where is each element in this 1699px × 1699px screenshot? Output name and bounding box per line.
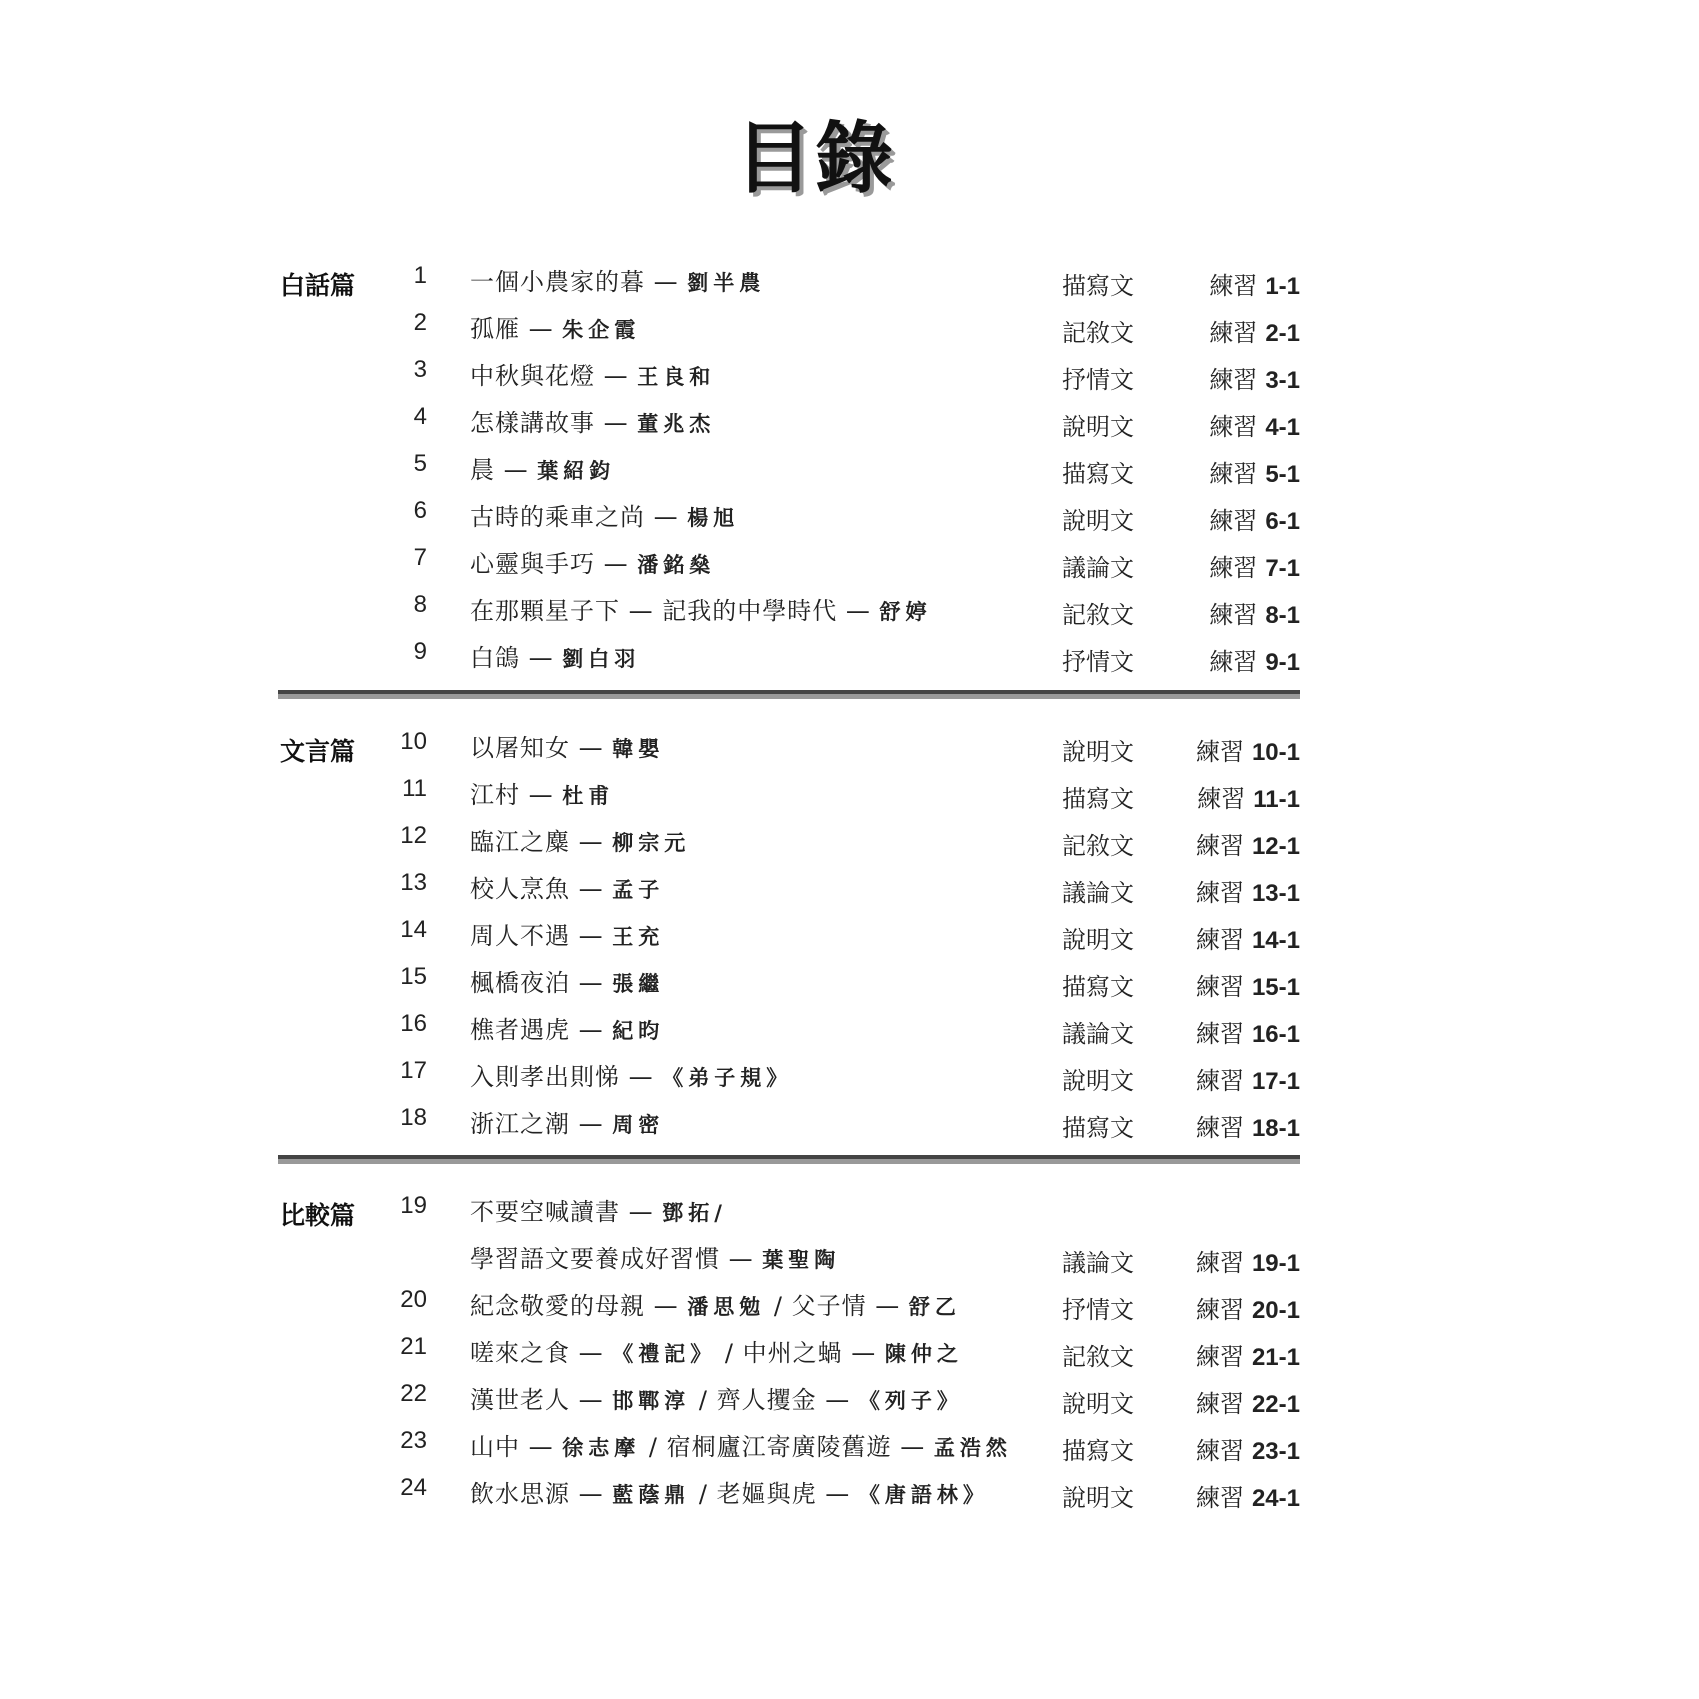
lesson-number: 5 bbox=[413, 450, 427, 477]
lesson-title-line bbox=[470, 916, 664, 951]
toc-entry bbox=[280, 309, 1300, 349]
exercise-page: 4-1 bbox=[1265, 414, 1300, 441]
toc-entry bbox=[280, 1333, 1300, 1373]
lesson-genre: 抒情文 bbox=[1062, 648, 1134, 676]
toc-entry bbox=[280, 728, 1300, 768]
lesson-author: 邯鄲淳 bbox=[612, 1388, 691, 1413]
lesson-number: 7 bbox=[413, 544, 427, 571]
lesson-genre: 議論文 bbox=[1062, 1249, 1134, 1277]
exercise-ref bbox=[1196, 1337, 1300, 1372]
lesson-genre: 描寫文 bbox=[1062, 1437, 1134, 1465]
exercise-ref bbox=[1196, 873, 1300, 908]
lesson-author: 周密 bbox=[612, 1112, 665, 1137]
lesson-title: 入則孝出則悌 — bbox=[470, 1063, 654, 1091]
lesson-number: 16 bbox=[400, 1010, 427, 1037]
exercise-page: 15-1 bbox=[1251, 974, 1300, 1001]
lesson-genre: 說明文 bbox=[1062, 1067, 1134, 1095]
lesson-title-line bbox=[470, 822, 690, 857]
lesson-number: 24 bbox=[400, 1474, 427, 1501]
lesson-title-line bbox=[470, 728, 664, 763]
lesson-title: 漢世老人 — bbox=[470, 1386, 604, 1414]
lesson-author: 劉半農 bbox=[687, 270, 766, 295]
lesson-title: 心靈與手巧 — bbox=[470, 550, 629, 578]
exercise-page: 1-1 bbox=[1265, 273, 1300, 300]
exercise-ref bbox=[1196, 1243, 1300, 1278]
lesson-number: 19 bbox=[400, 1192, 427, 1219]
exercise-label: 練習 bbox=[1195, 1067, 1244, 1095]
lesson-genre: 描寫文 bbox=[1062, 1114, 1134, 1142]
lesson-title: 晨 — bbox=[470, 456, 529, 484]
lesson-number: 22 bbox=[400, 1380, 427, 1407]
lesson-number: 8 bbox=[413, 591, 427, 618]
exercise-page: 2-1 bbox=[1265, 320, 1300, 347]
exercise-label: 練習 bbox=[1195, 1296, 1244, 1324]
exercise-ref bbox=[1196, 826, 1300, 861]
exercise-page: 19-1 bbox=[1251, 1250, 1300, 1277]
lesson-title: 嗟來之食 — bbox=[470, 1339, 604, 1367]
lesson-title: 中秋與花燈 — bbox=[470, 362, 629, 390]
toc-entry bbox=[280, 591, 1300, 631]
lesson-title: 飲水思源 — bbox=[470, 1480, 604, 1508]
lesson-title-line bbox=[470, 869, 664, 904]
lesson-genre: 說明文 bbox=[1062, 926, 1134, 954]
section-label: 文言篇 bbox=[280, 737, 356, 766]
lesson-author: 藍蔭鼎 bbox=[612, 1482, 691, 1507]
toc-entry bbox=[280, 869, 1300, 909]
lesson-number: 20 bbox=[400, 1286, 427, 1313]
toc-entry bbox=[280, 1474, 1300, 1514]
exercise-page: 18-1 bbox=[1251, 1115, 1300, 1142]
exercise-label: 練習 bbox=[1195, 926, 1244, 954]
lesson-title: 紀念敬愛的母親 — bbox=[470, 1292, 679, 1320]
toc-entry bbox=[280, 544, 1300, 584]
lesson-title: 楓橋夜泊 — bbox=[470, 969, 604, 997]
toc-entry bbox=[280, 1380, 1300, 1420]
exercise-ref bbox=[1292, 1196, 1300, 1225]
lesson-title-second: / 齊人攫金 — bbox=[690, 1386, 851, 1414]
lesson-author-second: 《列子》 bbox=[858, 1388, 963, 1413]
lesson-title-line bbox=[470, 1057, 792, 1092]
toc-entry bbox=[280, 1010, 1300, 1050]
toc-entry bbox=[280, 1427, 1300, 1467]
lesson-number: 12 bbox=[400, 822, 427, 849]
lesson-number: 15 bbox=[400, 963, 427, 990]
lesson-number: 13 bbox=[400, 869, 427, 896]
lesson-title-second: / 宿桐廬江寄廣陵舊遊 — bbox=[640, 1433, 926, 1461]
lesson-title-line bbox=[470, 262, 765, 297]
lesson-title-line bbox=[470, 963, 664, 998]
exercise-label: 練習 bbox=[1209, 601, 1258, 629]
lesson-number: 10 bbox=[400, 728, 427, 755]
exercise-label: 練習 bbox=[1195, 1114, 1244, 1142]
lesson-title-second: / 中州之蝸 — bbox=[716, 1339, 877, 1367]
exercise-page: 8-1 bbox=[1265, 602, 1300, 629]
lesson-genre: 議論文 bbox=[1062, 879, 1134, 907]
lesson-title-line bbox=[470, 638, 640, 673]
exercise-label: 練習 bbox=[1195, 1249, 1244, 1277]
exercise-page: 7-1 bbox=[1265, 555, 1300, 582]
lesson-title-line bbox=[470, 1286, 961, 1321]
exercise-ref bbox=[1209, 266, 1300, 301]
section-divider bbox=[278, 1155, 1300, 1164]
lesson-title-line bbox=[470, 450, 615, 485]
toc-entry bbox=[280, 775, 1300, 815]
exercise-ref bbox=[1209, 595, 1300, 630]
lesson-title-line bbox=[470, 591, 932, 626]
lesson-author: 劉白羽 bbox=[562, 646, 641, 671]
lesson-number: 18 bbox=[400, 1104, 427, 1131]
exercise-label: 練習 bbox=[1195, 1484, 1244, 1512]
lesson-title: 山中 — bbox=[470, 1433, 554, 1461]
lesson-number: 2 bbox=[413, 309, 427, 336]
exercise-page: 17-1 bbox=[1251, 1068, 1300, 1095]
lesson-genre: 說明文 bbox=[1062, 507, 1134, 535]
lesson-title-line bbox=[470, 403, 715, 438]
exercise-ref bbox=[1196, 1108, 1300, 1143]
lesson-title-line bbox=[470, 1010, 664, 1045]
exercise-ref bbox=[1209, 642, 1300, 677]
exercise-label: 練習 bbox=[1195, 1390, 1244, 1418]
exercise-ref bbox=[1196, 1061, 1300, 1096]
exercise-label: 練習 bbox=[1195, 1437, 1244, 1465]
lesson-number: 14 bbox=[400, 916, 427, 943]
exercise-label: 練習 bbox=[1195, 879, 1244, 907]
exercise-page: 24-1 bbox=[1251, 1485, 1300, 1512]
section-wenyan bbox=[280, 728, 1300, 1148]
lesson-title-line bbox=[470, 1380, 963, 1415]
lesson-author: 《弟子規》 bbox=[662, 1065, 793, 1090]
lesson-title-second: / 老嫗與虎 — bbox=[690, 1480, 851, 1508]
toc-entry bbox=[280, 638, 1300, 678]
exercise-ref bbox=[1209, 548, 1300, 583]
lesson-title: 孤雁 — bbox=[470, 315, 554, 343]
lesson-title-line bbox=[470, 544, 715, 579]
lesson-title: 江村 — bbox=[470, 781, 554, 809]
exercise-label: 練習 bbox=[1195, 738, 1244, 766]
lesson-number: 11 bbox=[402, 775, 427, 802]
section-bijiao bbox=[280, 1192, 1300, 1522]
exercise-ref bbox=[1196, 1384, 1300, 1419]
exercise-label: 練習 bbox=[1209, 460, 1258, 488]
toc-entry bbox=[280, 963, 1300, 1003]
toc-entry bbox=[280, 1239, 1300, 1279]
lesson-genre: 議論文 bbox=[1062, 1020, 1134, 1048]
exercise-page: 10-1 bbox=[1251, 739, 1300, 766]
lesson-genre: 說明文 bbox=[1062, 738, 1134, 766]
exercise-page: 3-1 bbox=[1265, 367, 1300, 394]
lesson-genre: 議論文 bbox=[1062, 554, 1134, 582]
lesson-genre: 描寫文 bbox=[1062, 272, 1134, 300]
toc-entry bbox=[280, 403, 1300, 443]
toc-entry bbox=[280, 1286, 1300, 1326]
toc-entry bbox=[280, 450, 1300, 490]
lesson-author-second: 《唐語林》 bbox=[858, 1482, 989, 1507]
lesson-author: 張繼 bbox=[612, 971, 665, 996]
lesson-author: 杜甫 bbox=[562, 783, 615, 808]
lesson-title: 在那顆星子下 — 記我的中學時代 — bbox=[470, 597, 871, 625]
exercise-ref bbox=[1196, 1478, 1300, 1513]
lesson-author: 朱企霞 bbox=[562, 317, 641, 342]
exercise-page: 22-1 bbox=[1251, 1391, 1300, 1418]
lesson-title: 樵者遇虎 — bbox=[470, 1016, 604, 1044]
exercise-page: 6-1 bbox=[1265, 508, 1300, 535]
lesson-number: 6 bbox=[413, 497, 427, 524]
lesson-title: 以屠知女 — bbox=[470, 734, 604, 762]
lesson-number: 23 bbox=[400, 1427, 427, 1454]
toc-entry bbox=[280, 497, 1300, 537]
lesson-author: 潘思勉 bbox=[687, 1294, 766, 1319]
toc-entry bbox=[280, 262, 1300, 302]
lesson-genre: 記敘文 bbox=[1062, 319, 1134, 347]
exercise-label: 練習 bbox=[1209, 554, 1258, 582]
page-title: 目錄 bbox=[734, 114, 895, 204]
lesson-title-line bbox=[470, 775, 614, 810]
lesson-title: 一個小農家的暮 — bbox=[470, 268, 679, 296]
lesson-title-line bbox=[470, 309, 640, 344]
lesson-author: 韓嬰 bbox=[612, 736, 665, 761]
lesson-author: 楊旭 bbox=[687, 505, 740, 530]
exercise-page: 14-1 bbox=[1251, 927, 1300, 954]
lesson-genre: 說明文 bbox=[1062, 1484, 1134, 1512]
lesson-genre: 描寫文 bbox=[1062, 785, 1134, 813]
section-baihua bbox=[280, 262, 1300, 682]
lesson-title-line bbox=[470, 1104, 664, 1139]
exercise-page: 9-1 bbox=[1265, 649, 1300, 676]
lesson-title-line bbox=[470, 1192, 727, 1227]
lesson-author: 葉紹鈞 bbox=[537, 458, 616, 483]
lesson-genre: 描寫文 bbox=[1062, 460, 1134, 488]
lesson-title: 校人烹魚 — bbox=[470, 875, 604, 903]
lesson-genre: 說明文 bbox=[1062, 413, 1134, 441]
exercise-ref bbox=[1209, 454, 1300, 489]
lesson-number: 4 bbox=[413, 403, 427, 430]
lesson-genre: 抒情文 bbox=[1062, 1296, 1134, 1324]
exercise-label: 練習 bbox=[1209, 366, 1258, 394]
exercise-label: 練習 bbox=[1209, 272, 1258, 300]
lesson-author: 葉聖陶 bbox=[762, 1247, 841, 1272]
exercise-page: 21-1 bbox=[1251, 1344, 1300, 1371]
lesson-author-second: 陳仲之 bbox=[884, 1341, 963, 1366]
toc-entry bbox=[280, 1192, 1300, 1232]
lesson-author: 柳宗元 bbox=[612, 830, 691, 855]
exercise-page: 13-1 bbox=[1251, 880, 1300, 907]
exercise-label: 練習 bbox=[1195, 832, 1244, 860]
exercise-label: 練習 bbox=[1197, 785, 1246, 813]
lesson-title-line bbox=[470, 1474, 989, 1509]
lesson-title-second: / 父子情 — bbox=[765, 1292, 901, 1320]
exercise-label: 練習 bbox=[1209, 413, 1258, 441]
lesson-title: 白鴿 — bbox=[470, 644, 554, 672]
lesson-title: 周人不遇 — bbox=[470, 922, 604, 950]
exercise-page: 16-1 bbox=[1251, 1021, 1300, 1048]
toc-entry bbox=[280, 1104, 1300, 1144]
toc-entry bbox=[280, 916, 1300, 956]
toc-entry bbox=[280, 1057, 1300, 1097]
exercise-ref bbox=[1197, 779, 1300, 814]
lesson-author: 《禮記》 bbox=[612, 1341, 717, 1366]
lesson-number: 17 bbox=[400, 1057, 427, 1084]
exercise-ref bbox=[1209, 407, 1300, 442]
exercise-ref bbox=[1196, 1014, 1300, 1049]
exercise-label: 練習 bbox=[1209, 507, 1258, 535]
exercise-ref bbox=[1209, 360, 1300, 395]
lesson-genre: 說明文 bbox=[1062, 1390, 1134, 1418]
exercise-page: 11-1 bbox=[1253, 786, 1300, 813]
exercise-ref bbox=[1196, 1431, 1300, 1466]
exercise-page: 5-1 bbox=[1265, 461, 1300, 488]
lesson-genre: 記敘文 bbox=[1062, 832, 1134, 860]
lesson-title: 怎樣講故事 — bbox=[470, 409, 629, 437]
lesson-title: 學習語文要養成好習慣 — bbox=[470, 1245, 754, 1273]
lesson-number: 3 bbox=[413, 356, 427, 383]
lesson-author: 王充 bbox=[612, 924, 665, 949]
section-label: 白話篇 bbox=[280, 271, 356, 300]
lesson-author: 紀昀 bbox=[612, 1018, 665, 1043]
lesson-author: 鄧拓/ bbox=[662, 1200, 727, 1225]
exercise-label: 練習 bbox=[1195, 1343, 1244, 1371]
exercise-page: 20-1 bbox=[1251, 1297, 1300, 1324]
exercise-page: 12-1 bbox=[1251, 833, 1300, 860]
lesson-number: 9 bbox=[413, 638, 427, 665]
lesson-title: 不要空喊讀書 — bbox=[470, 1198, 654, 1226]
lesson-title-line bbox=[470, 1333, 963, 1368]
toc-entry bbox=[280, 822, 1300, 862]
lesson-number: 1 bbox=[413, 262, 427, 289]
exercise-label: 練習 bbox=[1195, 1020, 1244, 1048]
lesson-title-line bbox=[470, 1239, 840, 1274]
lesson-author: 孟子 bbox=[612, 877, 665, 902]
lesson-author: 徐志摩 bbox=[562, 1435, 641, 1460]
lesson-title: 臨江之麋 — bbox=[470, 828, 604, 856]
lesson-title: 浙江之潮 — bbox=[470, 1110, 604, 1138]
exercise-ref bbox=[1196, 732, 1300, 767]
exercise-ref bbox=[1196, 967, 1300, 1002]
lesson-title-line bbox=[470, 497, 739, 532]
lesson-author: 董兆杰 bbox=[637, 411, 716, 436]
lesson-genre: 記敘文 bbox=[1062, 601, 1134, 629]
exercise-label: 練習 bbox=[1195, 973, 1244, 1001]
exercise-label: 練習 bbox=[1209, 648, 1258, 676]
exercise-ref bbox=[1196, 920, 1300, 955]
toc-entry bbox=[280, 356, 1300, 396]
section-divider bbox=[278, 690, 1300, 699]
lesson-author-second: 孟浩然 bbox=[933, 1435, 1012, 1460]
lesson-title-line bbox=[470, 1427, 1012, 1462]
exercise-label: 練習 bbox=[1209, 319, 1258, 347]
lesson-author: 潘銘燊 bbox=[637, 552, 716, 577]
lesson-genre: 抒情文 bbox=[1062, 366, 1134, 394]
exercise-page: 23-1 bbox=[1251, 1438, 1300, 1465]
lesson-author: 舒婷 bbox=[879, 599, 932, 624]
lesson-author: 王良和 bbox=[637, 364, 716, 389]
exercise-ref bbox=[1209, 501, 1300, 536]
lesson-author-second: 舒乙 bbox=[908, 1294, 961, 1319]
lesson-genre: 記敘文 bbox=[1062, 1343, 1134, 1371]
lesson-title-line bbox=[470, 356, 715, 391]
lesson-genre: 描寫文 bbox=[1062, 973, 1134, 1001]
exercise-ref bbox=[1209, 313, 1300, 348]
section-label: 比較篇 bbox=[280, 1201, 356, 1230]
lesson-number: 21 bbox=[400, 1333, 427, 1360]
lesson-title: 古時的乘車之尚 — bbox=[470, 503, 679, 531]
exercise-ref bbox=[1196, 1290, 1300, 1325]
